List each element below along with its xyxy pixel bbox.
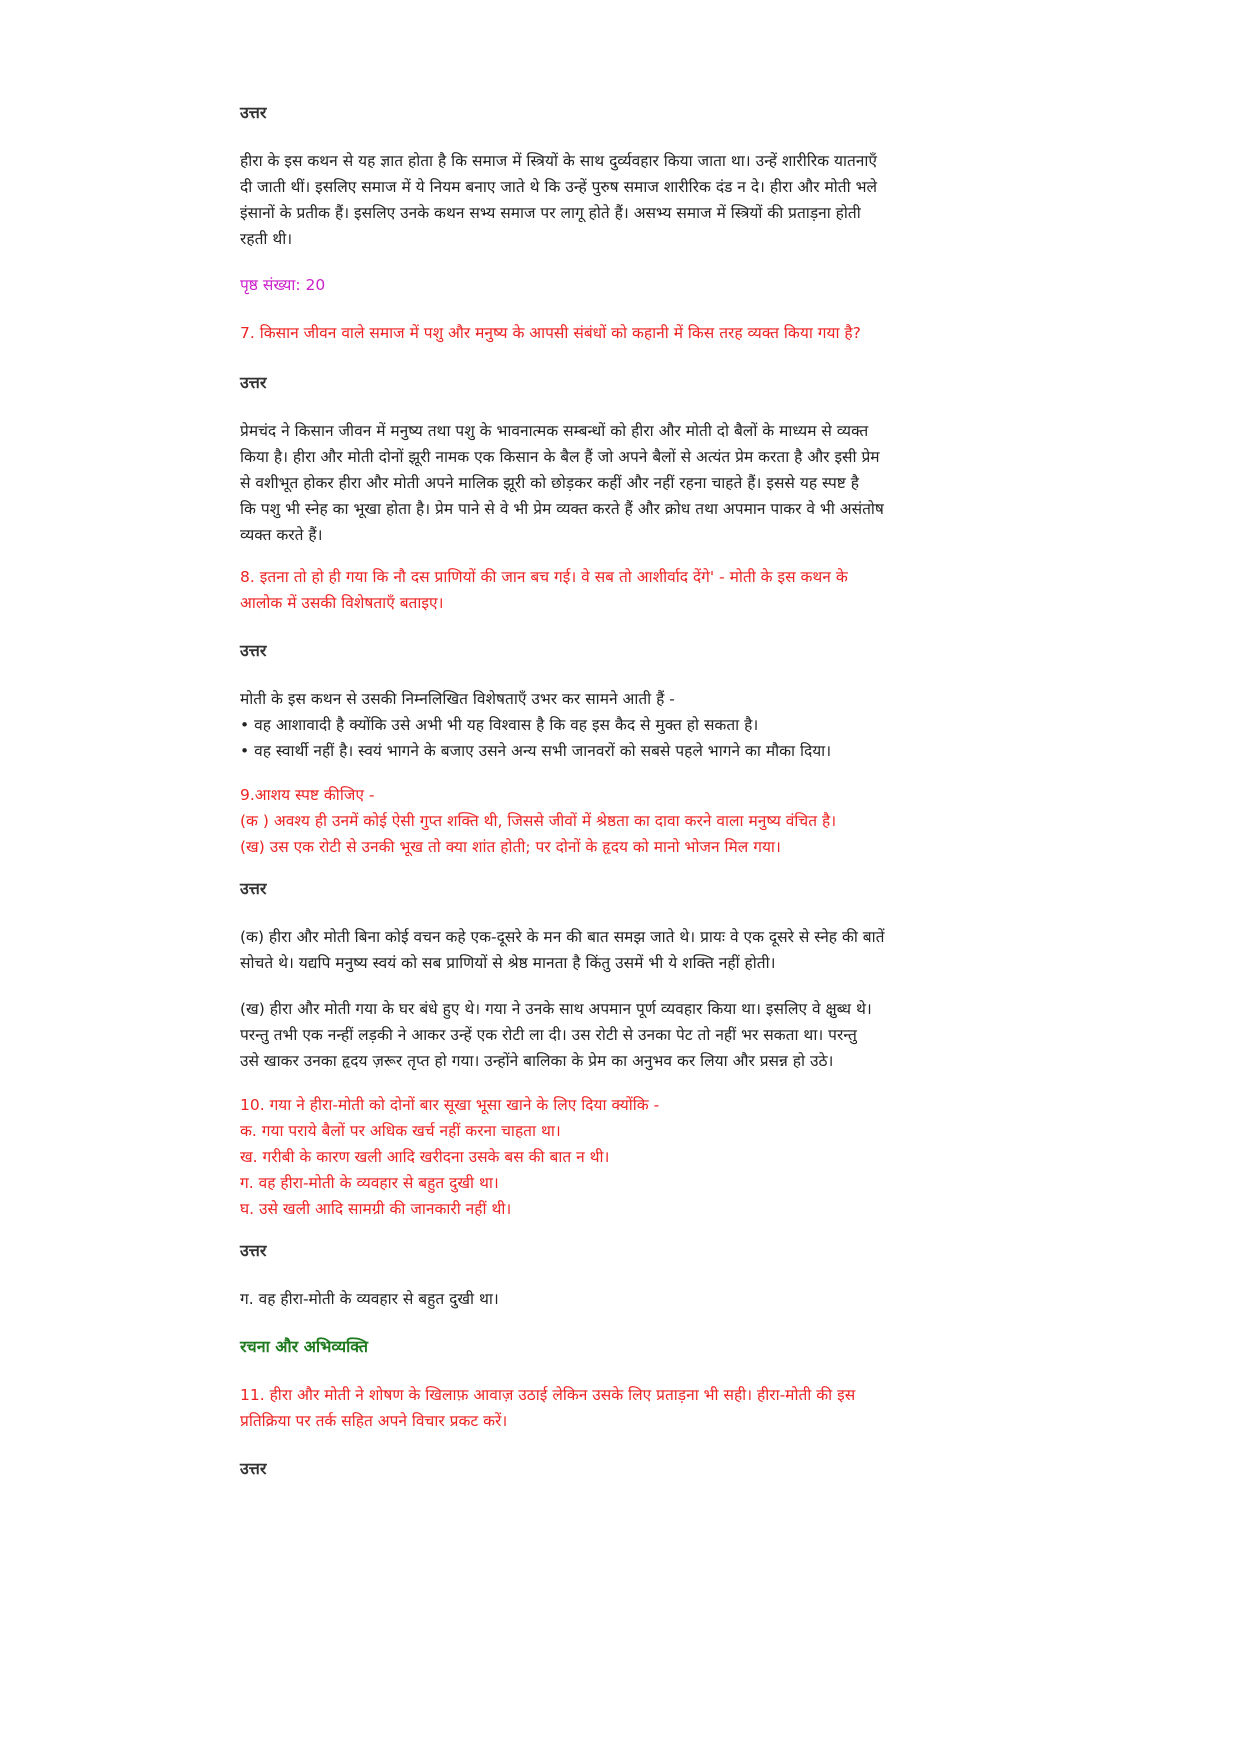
answer-6-line: रहती थी। — [240, 230, 293, 248]
question-9-line: (ख) उस एक रोटी से उनकी भूख तो क्या शांत होती; पर दोनों के हृदय को मानो भोजन मिल गया। — [240, 838, 781, 856]
answer-label-7: उत्तर — [240, 373, 267, 392]
answer-7-line: से वशीभूत होकर हीरा और मोती अपने मालिक झूरी को छोड़कर कहीं और नहीं रहना चाहते हैं। इससे यह स्पष्ट है — [240, 474, 860, 492]
answer-9a-line: (क) हीरा और मोती बिना कोई वचन कहे एक-दूसरे के मन की बात समझ जाते थे। प्रायः वे एक दूसरे से स्नेह की बातें — [240, 928, 885, 946]
answer-6-line: दी जाती थीं। इसलिए समाज में ये नियम बनाए जाते थे कि उन्हें पुरुष समाज शारीरिक दंड न दे। हीरा और मोती भले — [240, 178, 877, 196]
answer-9a-line: सोचते थे। यद्यपि मनुष्य स्वयं को सब प्राणियों से श्रेष्ठ मानता है किंतु उसमें भी ये शक्ति नहीं होती। — [240, 954, 776, 972]
question-11-line: 11. हीरा और मोती ने शोषण के खिलाफ़ आवाज़ उठाई लेकिन उसके लिए प्रताड़ना भी सही। हीरा-मोती की इस — [240, 1386, 856, 1404]
question-10-option: क. गया पराये बैलों पर अधिक खर्च नहीं करना चाहता था। — [240, 1122, 561, 1140]
answer-8-line: मोती के इस कथन से उसकी निम्नलिखित विशेषताएँ उभर कर सामने आती हैं - — [240, 690, 675, 708]
question-10-line: 10. गया ने हीरा-मोती को दोनों बार सूखा भूसा खाने के लिए दिया क्योंकि - — [240, 1096, 660, 1114]
answer-7-line: कि पशु भी स्नेह का भूखा होता है। प्रेम पाने से वे भी प्रेम व्यक्त करते हैं और क्रोध तथा अपमान पाकर वे भी असंतोष — [240, 500, 884, 518]
answer-7 — [240, 418, 1000, 548]
answer-7-line: व्यक्त करते हैं। — [240, 526, 323, 544]
answer-7-line: किया है। हीरा और मोती दोनों झूरी नामक एक किसान के बैल हैं जो अपने बैलों से अत्यंत प्रेम करता है और इसी प्रेम — [240, 448, 880, 466]
question-10-option: ख. गरीबी के कारण खली आदि खरीदना उसके बस की बात न थी। — [240, 1148, 610, 1166]
answer-6 — [240, 148, 1000, 252]
section-heading: रचना और अभिव्यक्ति — [240, 1337, 368, 1356]
answer-9b-line: परन्तु तभी एक नन्हीं लड़की ने आकर उन्हें एक रोटी ला दी। उस रोटी से उनका पेट तो नहीं भर सकता था। परन्तु — [240, 1026, 857, 1044]
question-10 — [240, 1092, 1000, 1222]
question-8 — [240, 564, 1000, 616]
answer-label-9: उत्तर — [240, 879, 267, 898]
question-11-line: प्रतिक्रिया पर तर्क सहित अपने विचार प्रकट करें। — [240, 1412, 508, 1430]
question-10-option: घ. उसे खली आदि सामग्री की जानकारी नहीं थी। — [240, 1200, 512, 1218]
answer-7-line: प्रेमचंद ने किसान जीवन में मनुष्य तथा पशु के भावनात्मक सम्बन्धों को हीरा और मोती दो बैलों के माध्यम से व्यक्त — [240, 422, 869, 440]
question-8-line: 8. इतना तो हो ही गया कि नौ दस प्राणियों की जान बच गई। वे सब तो आशीर्वाद देंगे' - मोती के इस कथन के — [240, 568, 848, 586]
answer-9b-line: उसे खाकर उनका हृदय ज़रूर तृप्त हो गया। उन्होंने बालिका के प्रेम का अनुभव कर लिया और प्रसन्न हो उठे। — [240, 1052, 834, 1070]
answer-6-line: इंसानों के प्रतीक हैं। इसलिए उनके कथन सभ्य समाज पर लागू होते हैं। असभ्य समाज में स्त्रियों की प्रताड़ना होती — [240, 204, 861, 222]
answer-label-10: उत्तर — [240, 1241, 267, 1260]
question-7: 7. किसान जीवन वाले समाज में पशु और मनुष्य के आपसी संबंधों को कहानी में किस तरह व्यक्त किया गया है? — [240, 324, 861, 342]
answer-10: ग. वह हीरा-मोती के व्यवहार से बहुत दुखी था। — [240, 1290, 499, 1308]
question-9-line: (क ) अवश्य ही उनमें कोई ऐसी गुप्त शक्ति थी, जिससे जीवों में श्रेष्ठता का दावा करने वाला मनुष्य वंचित है। — [240, 812, 837, 830]
answer-9a — [240, 924, 1000, 976]
question-8-line: आलोक में उसकी विशेषताएँ बताइए। — [240, 594, 444, 612]
answer-label-6: उत्तर — [240, 103, 267, 122]
answer-8-line: • वह आशावादी है क्योंकि उसे अभी भी यह विश्वास है कि वह इस कैद से मुक्त हो सकता है। — [240, 716, 759, 734]
answer-label-11: उत्तर — [240, 1459, 267, 1478]
answer-9b — [240, 996, 1000, 1074]
answer-label-8: उत्तर — [240, 641, 267, 660]
answer-6-line: हीरा के इस कथन से यह ज्ञात होता है कि समाज में स्त्रियों के साथ दुर्व्यवहार किया जाता था। उन्हें शारीरिक यातनाएँ — [240, 152, 877, 170]
question-9-line: 9.आशय स्पष्ट कीजिए - — [240, 786, 375, 804]
answer-9b-line: (ख) हीरा और मोती गया के घर बंधे हुए थे। गया ने उनके साथ अपमान पूर्ण व्यवहार किया था। इसलिए वे क्षुब्ध थे। — [240, 1000, 872, 1018]
answer-8 — [240, 686, 1000, 764]
page-number: पृष्ठ संख्या: 20 — [240, 276, 326, 294]
answer-8-line: • वह स्वार्थी नहीं है। स्वयं भागने के बजाए उसने अन्य सभी जानवरों को सबसे पहले भागने का मौका दिया। — [240, 742, 832, 760]
question-9 — [240, 782, 1000, 860]
question-11 — [240, 1382, 1000, 1434]
question-10-option: ग. वह हीरा-मोती के व्यवहार से बहुत दुखी था। — [240, 1174, 499, 1192]
